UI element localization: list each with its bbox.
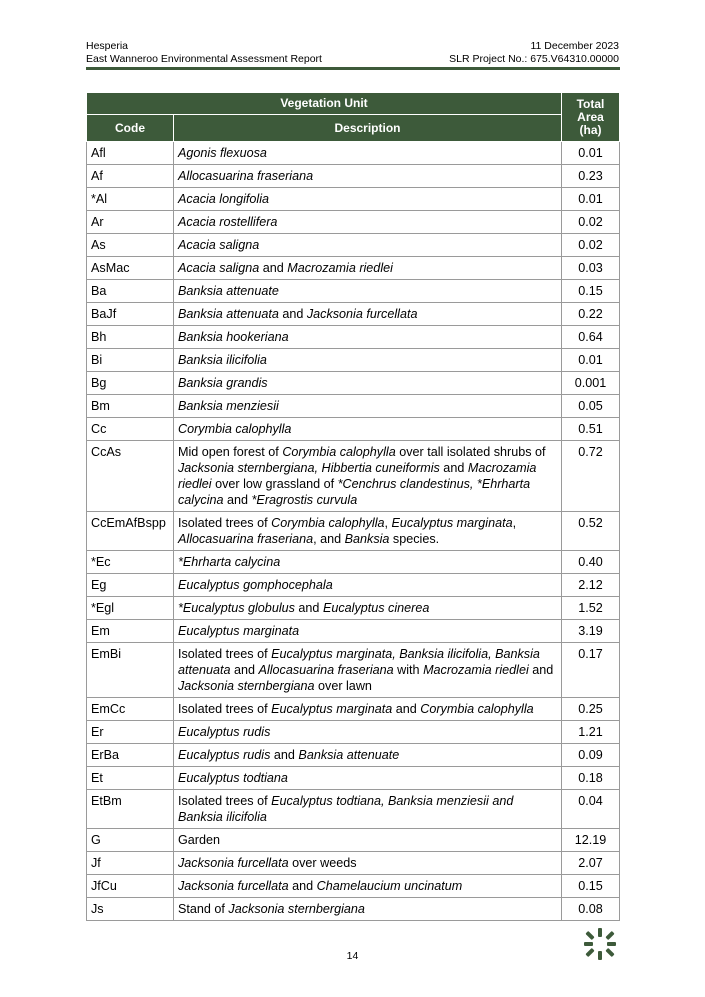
table-row (87, 303, 620, 326)
area-cell: 1.21 (562, 721, 620, 744)
description-text: and (278, 307, 307, 321)
description-text: and (528, 663, 554, 677)
description-text: and (270, 748, 299, 762)
description-text: Isolated trees of (178, 702, 272, 716)
description-cell (174, 280, 562, 303)
description-cell (174, 303, 562, 326)
table-row (87, 395, 620, 418)
description-text: Banksia attenuate (178, 284, 279, 298)
code-cell: Afl (87, 142, 174, 165)
header-divider (86, 67, 620, 70)
description-text: Isolated trees of (178, 516, 272, 530)
area-cell: 0.02 (562, 211, 620, 234)
description-text: Eucalyptus todtiana (178, 771, 288, 785)
description-text: Eucalyptus cinerea (322, 601, 430, 615)
description-cell (174, 829, 562, 852)
description-text: Isolated trees of (178, 794, 272, 808)
table-row (87, 418, 620, 441)
description-text: , and (313, 532, 345, 546)
code-cell: EtBm (87, 790, 174, 829)
table-row (87, 211, 620, 234)
description-text: Chamelaucium uncinatum (316, 879, 463, 893)
description-text: and (294, 601, 323, 615)
table-row (87, 234, 620, 257)
description-text: and (230, 663, 259, 677)
code-cell: G (87, 829, 174, 852)
table-row (87, 767, 620, 790)
description-text: Acacia saligna (178, 238, 260, 252)
code-cell: CcAs (87, 441, 174, 512)
description-text: Macrozamia riedlei (287, 261, 393, 275)
area-cell: 0.15 (562, 280, 620, 303)
document-project-name: Hesperia (86, 40, 129, 52)
table-row (87, 165, 620, 188)
area-cell: 0.64 (562, 326, 620, 349)
description-text: Banksia ilicifolia (178, 353, 267, 367)
description-text: Agonis flexuosa (178, 146, 267, 160)
description-cell (174, 852, 562, 875)
description-header: Description (174, 115, 562, 142)
description-text: and (392, 702, 421, 716)
code-cell: *Ec (87, 551, 174, 574)
area-cell: 0.01 (562, 142, 620, 165)
code-cell: ErBa (87, 744, 174, 767)
description-cell (174, 165, 562, 188)
code-cell: Em (87, 620, 174, 643)
description-text: Banksia attenuate (298, 748, 400, 762)
table-row (87, 744, 620, 767)
table-row (87, 574, 620, 597)
description-text: *Eucalyptus globulus (178, 601, 295, 615)
vegetation-table (86, 92, 620, 921)
table-row (87, 188, 620, 211)
description-cell (174, 512, 562, 551)
area-cell: 0.03 (562, 257, 620, 280)
code-cell: BaJf (87, 303, 174, 326)
description-cell (174, 620, 562, 643)
description-cell (174, 326, 562, 349)
description-text: over low grassland of (211, 477, 338, 491)
area-cell: 0.02 (562, 234, 620, 257)
description-text: and (439, 461, 468, 475)
code-cell: Ar (87, 211, 174, 234)
code-cell: EmCc (87, 698, 174, 721)
table-row (87, 551, 620, 574)
description-text: with (393, 663, 424, 677)
description-text: Allocasuarina fraseriana (178, 532, 314, 546)
area-cell: 3.19 (562, 620, 620, 643)
area-cell: 0.40 (562, 551, 620, 574)
description-text: Eucalyptus marginata (178, 624, 300, 638)
area-cell: 0.23 (562, 165, 620, 188)
description-cell (174, 372, 562, 395)
description-text: Jacksonia sternbergiana (178, 679, 315, 693)
description-text: and (223, 493, 252, 507)
description-cell (174, 142, 562, 165)
description-text: Eucalyptus marginata (271, 702, 393, 716)
table-row (87, 326, 620, 349)
description-text: Banksia attenuata (178, 307, 279, 321)
description-cell (174, 875, 562, 898)
description-text: Garden (178, 833, 221, 847)
slr-logo-icon (583, 927, 617, 961)
code-cell: EmBi (87, 643, 174, 698)
code-cell: JfCu (87, 875, 174, 898)
code-cell: *Al (87, 188, 174, 211)
code-cell: Jf (87, 852, 174, 875)
area-cell: 0.08 (562, 898, 620, 921)
description-text: Jacksonia furcellata (306, 307, 418, 321)
code-cell: AsMac (87, 257, 174, 280)
description-cell (174, 211, 562, 234)
description-cell (174, 898, 562, 921)
area-cell: 0.22 (562, 303, 620, 326)
code-cell: Bh (87, 326, 174, 349)
document-title: East Wanneroo Environmental Assessment Report (86, 53, 322, 65)
description-cell (174, 257, 562, 280)
description-text: *Eragrostis curvula (251, 493, 358, 507)
description-text: Eucalyptus rudis (178, 725, 271, 739)
description-text: Eucalyptus rudis (178, 748, 271, 762)
description-text: Eucalyptus marginata (391, 516, 513, 530)
code-cell: Et (87, 767, 174, 790)
area-cell: 0.05 (562, 395, 620, 418)
code-cell: As (87, 234, 174, 257)
table-row (87, 643, 620, 698)
description-text: species. (389, 532, 440, 546)
description-text: Isolated trees of (178, 647, 272, 661)
code-cell: Eg (87, 574, 174, 597)
code-header: Code (87, 115, 174, 142)
description-text: over weeds (288, 856, 357, 870)
description-cell (174, 234, 562, 257)
description-text: Banksia menziesii (178, 399, 279, 413)
description-text: Corymbia calophylla (282, 445, 396, 459)
description-text: Acacia rostellifera (178, 215, 278, 229)
description-text: Jacksonia sternbergiana (228, 902, 365, 916)
area-cell: 1.52 (562, 597, 620, 620)
code-cell: Bi (87, 349, 174, 372)
description-text: *Ehrharta calycina (178, 555, 281, 569)
area-cell: 0.52 (562, 512, 620, 551)
table-row (87, 280, 620, 303)
table-row (87, 698, 620, 721)
code-cell: CcEmAfBspp (87, 512, 174, 551)
description-text: Jacksonia furcellata (178, 856, 289, 870)
description-text: over lawn (314, 679, 372, 693)
area-cell: 2.12 (562, 574, 620, 597)
code-cell: Af (87, 165, 174, 188)
description-cell (174, 395, 562, 418)
description-text: Corymbia calophylla (271, 516, 385, 530)
description-text: Eucalyptus gomphocephala (178, 578, 333, 592)
description-text: Stand of (178, 902, 229, 916)
description-text: and (288, 879, 317, 893)
description-cell (174, 643, 562, 698)
description-text: Corymbia calophylla (178, 422, 292, 436)
description-cell (174, 188, 562, 211)
code-cell: *Egl (87, 597, 174, 620)
table-row (87, 620, 620, 643)
description-text: Allocasuarina fraseriana (258, 663, 394, 677)
code-cell: Er (87, 721, 174, 744)
table-body (87, 142, 620, 921)
area-cell: 0.51 (562, 418, 620, 441)
area-cell: 0.01 (562, 188, 620, 211)
description-cell (174, 744, 562, 767)
table-row (87, 349, 620, 372)
description-text: Eucalyptus todtiana, Banksia menziesii and Banksia ilicifolia (178, 794, 514, 824)
code-cell: Cc (87, 418, 174, 441)
area-cell: 0.18 (562, 767, 620, 790)
description-text: Banksia hookeriana (178, 330, 289, 344)
description-cell (174, 698, 562, 721)
table-row (87, 852, 620, 875)
description-text: , (512, 516, 517, 530)
description-text: Acacia longifolia (178, 192, 270, 206)
description-text: , (384, 516, 392, 530)
code-cell: Bm (87, 395, 174, 418)
description-text: Mid open forest of (178, 445, 283, 459)
project-number: SLR Project No.: 675.V64310.00000 (449, 53, 619, 65)
vegetation-unit-header: Vegetation Unit (87, 93, 562, 115)
table-row (87, 597, 620, 620)
description-text: Macrozamia riedlei (178, 461, 537, 491)
description-cell (174, 790, 562, 829)
header-right (449, 40, 619, 66)
table-row (87, 829, 620, 852)
description-text: Banksia grandis (178, 376, 268, 390)
total-area-header: Total Area (ha) (562, 93, 620, 142)
table-row (87, 898, 620, 921)
area-cell: 0.72 (562, 441, 620, 512)
description-text: Jacksonia furcellata (178, 879, 289, 893)
table-row (87, 721, 620, 744)
table-row (87, 142, 620, 165)
description-cell (174, 418, 562, 441)
area-cell: 0.25 (562, 698, 620, 721)
description-text: over tall isolated shrubs of (395, 445, 546, 459)
description-text: Corymbia calophylla (420, 702, 534, 716)
description-cell (174, 349, 562, 372)
description-text: Banksia (344, 532, 390, 546)
description-text: Jacksonia sternbergiana, Hibbertia cuneiformis (178, 461, 440, 475)
description-text: Eucalyptus marginata, Banksia ilicifolia, Banksia attenuata (178, 647, 540, 677)
description-text: Allocasuarina fraseriana (178, 169, 314, 183)
table-row (87, 790, 620, 829)
area-cell: 0.04 (562, 790, 620, 829)
document-date: 11 December 2023 (530, 40, 619, 52)
page-number: 14 (346, 950, 359, 962)
description-cell (174, 597, 562, 620)
description-text: Macrozamia riedlei (423, 663, 529, 677)
area-cell: 0.001 (562, 372, 620, 395)
code-cell: Js (87, 898, 174, 921)
description-cell (174, 551, 562, 574)
description-cell (174, 721, 562, 744)
area-cell: 2.07 (562, 852, 620, 875)
header-left (86, 40, 322, 66)
description-cell (174, 767, 562, 790)
table-row (87, 372, 620, 395)
table-row (87, 875, 620, 898)
description-text: Acacia saligna (178, 261, 260, 275)
table-row (87, 441, 620, 512)
code-cell: Ba (87, 280, 174, 303)
description-text: and (259, 261, 288, 275)
description-cell (174, 574, 562, 597)
area-cell: 0.01 (562, 349, 620, 372)
code-cell: Bg (87, 372, 174, 395)
description-cell (174, 441, 562, 512)
table-row (87, 257, 620, 280)
area-cell: 0.09 (562, 744, 620, 767)
table-row (87, 512, 620, 551)
area-cell: 12.19 (562, 829, 620, 852)
area-cell: 0.17 (562, 643, 620, 698)
description-text: *Cenchrus clandestinus, *Ehrharta calycina (178, 477, 531, 507)
area-cell: 0.15 (562, 875, 620, 898)
